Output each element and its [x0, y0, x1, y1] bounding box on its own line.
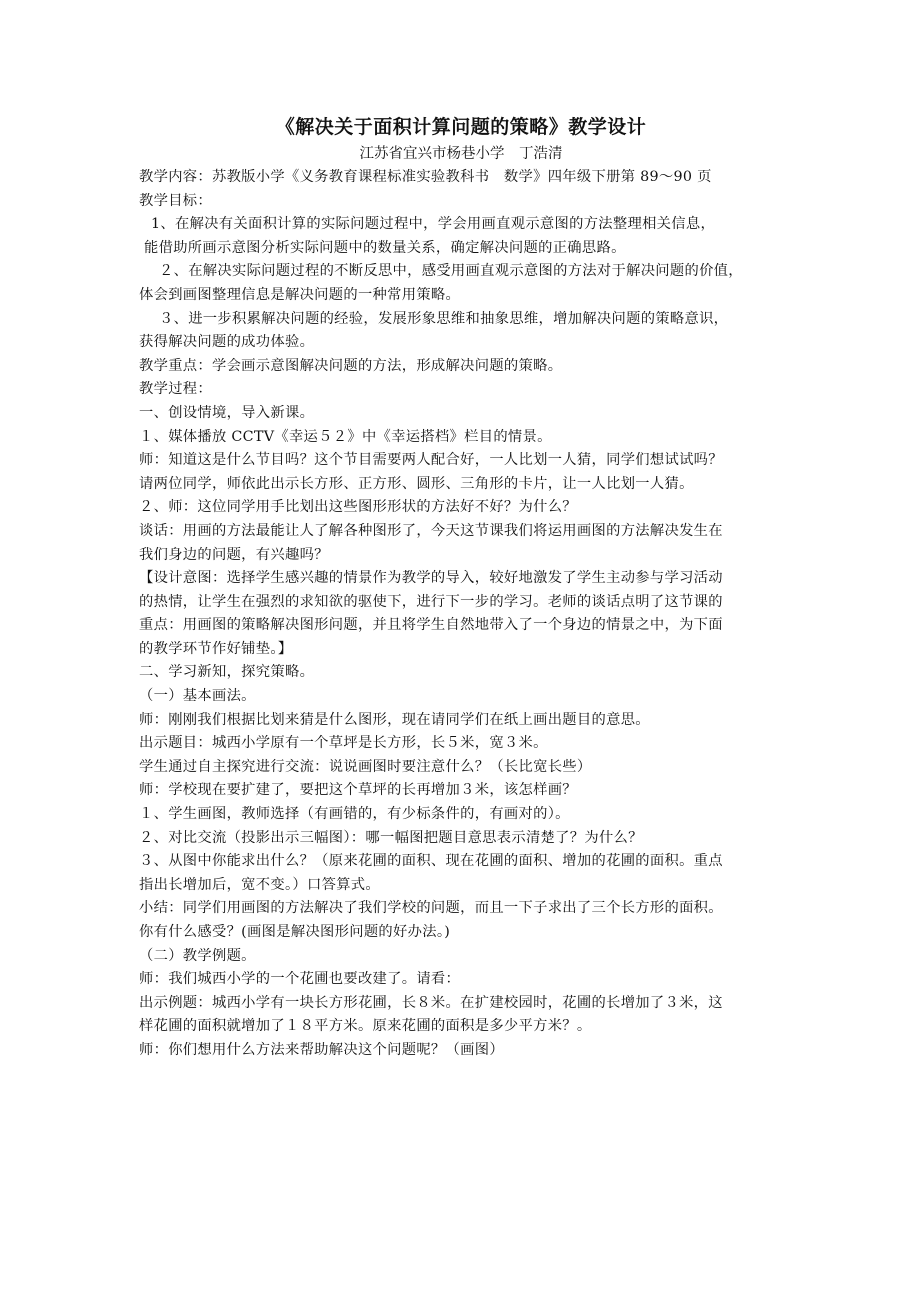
paragraph-line: 指出长增加后，宽不变。）口答算式。 [139, 876, 380, 893]
paragraph-line: ２、师：这位同学用手比划出这些图形形状的方法好不好？为什么？ [139, 499, 577, 516]
paragraph-line: 师：我们城西小学的一个花圃也要改建了。请看： [139, 971, 461, 988]
section-1-heading: 一、创设情境，导入新课。 [139, 404, 315, 421]
goal-2-line-1: ２、在解决实际问题过程的不断反思中，感受用画直观示意图的方法对于解决问题的价值， [159, 263, 743, 280]
goal-3-line-1: ３、进一步积累解决问题的经验，发展形象思维和抽象思维，增加解决问题的策略意识， [159, 310, 729, 327]
summary-line: 小结：同学们用画图的方法解决了我们学校的问题，而且一下子求出了三个长方形的面积。 [139, 900, 723, 917]
paragraph-line: 谈话：用画的方法最能让人了解各种图形了，今天这节课我们将运用画图的方法解决发生在 [139, 522, 723, 539]
process-heading: 教学过程： [139, 381, 212, 398]
paragraph-line: 师：刚刚我们根据比划来猜是什么图形，现在请同学们在纸上画出题目的意思。 [139, 711, 650, 728]
teaching-content: 教学内容：苏教版小学《义务教育课程标准实验教科书 数学》四年级下册第 89～90 页 [139, 169, 712, 185]
paragraph-line: 师：你们想用什么方法来帮助解决这个问题呢？（画图） [139, 1041, 504, 1058]
summary-line: 你有什么感受？(画图是解决图形问题的好办法。) [139, 924, 451, 940]
paragraph-line: ２、对比交流（投影出示三幅图）：哪一幅图把题目意思表示清楚了？为什么？ [139, 829, 643, 846]
design-intent-line: 的热情，让学生在强烈的求知欲的驱使下，进行下一步的学习。老师的谈话点明了这节课的 [139, 593, 723, 610]
paragraph-line: １、学生画图，教师选择（有画错的，有少标条件的，有画对的）。 [139, 806, 570, 823]
paragraph-line: 我们身边的问题，有兴趣吗？ [139, 546, 329, 563]
goal-1-line-1: 1、在解决有关面积计算的实际问题过程中，学会用画直观示意图的方法整理相关信息， [151, 216, 716, 233]
goals-heading: 教学目标： [139, 192, 212, 209]
paragraph-line: 请两位同学，师依此出示长方形、正方形、圆形、三角形的卡片，让一人比划一人猜。 [139, 475, 694, 492]
example-problem-line: 出示例题：城西小学有一块长方形花圃，长８米。在扩建校园时，花圃的长增加了３米，这 [139, 994, 723, 1011]
paragraph-line: ３、从图中你能求出什么？（原来花圃的面积、现在花圃的面积、增加的花圃的面积。重点 [139, 853, 723, 870]
key-point: 教学重点：学会画示意图解决问题的方法，形成解决问题的策略。 [139, 357, 563, 374]
section-2-heading: 二、学习新知，探究策略。 [139, 664, 315, 681]
paragraph-line: 师：学校现在要扩建了，要把这个草坪的长再增加３米，该怎样画？ [139, 782, 577, 799]
subsection-heading: （二）教学例题。 [139, 947, 256, 964]
document-author: 江苏省宜兴市杨巷小学 丁浩清 [359, 146, 563, 162]
document-title: 《解决关于面积计算问题的策略》教学设计 [275, 116, 647, 138]
design-intent-line: 【设计意图：选择学生感兴趣的情景作为教学的导入，较好地激发了学生主动参与学习活动 [139, 570, 723, 587]
goal-2-line-2: 体会到画图整理信息是解决问题的一种常用策略。 [139, 286, 461, 303]
paragraph-line: １、媒体播放 CCTV《幸运５２》中《幸运搭档》栏目的情景。 [139, 428, 552, 445]
paragraph-line: 师：知道这是什么节目吗？这个节目需要两人配合好，一人比划一人猜，同学们想试试吗？ [139, 452, 723, 469]
paragraph-line: 出示题目：城西小学原有一个草坪是长方形，长５米，宽３米。 [139, 735, 548, 752]
design-intent-line: 的教学环节作好铺垫。】 [139, 640, 293, 657]
subsection-heading: （一）基本画法。 [139, 688, 256, 705]
paragraph-line: 学生通过自主探究进行交流：说说画图时要注意什么？（长比宽长些） [139, 758, 592, 775]
goal-1-line-2: 能借助所画示意图分析实际问题中的数量关系，确定解决问题的正确思路。 [144, 239, 626, 256]
design-intent-line: 重点：用画图的策略解决图形问题，并且将学生自然地带入了一个身边的情景之中，为下面 [139, 617, 723, 634]
example-problem-line: 样花圃的面积就增加了１８平方米。原来花圃的面积是多少平方米？。 [139, 1018, 592, 1035]
goal-3-line-2: 获得解决问题的成功体验。 [139, 334, 315, 351]
document-page [139, 112, 783, 1063]
